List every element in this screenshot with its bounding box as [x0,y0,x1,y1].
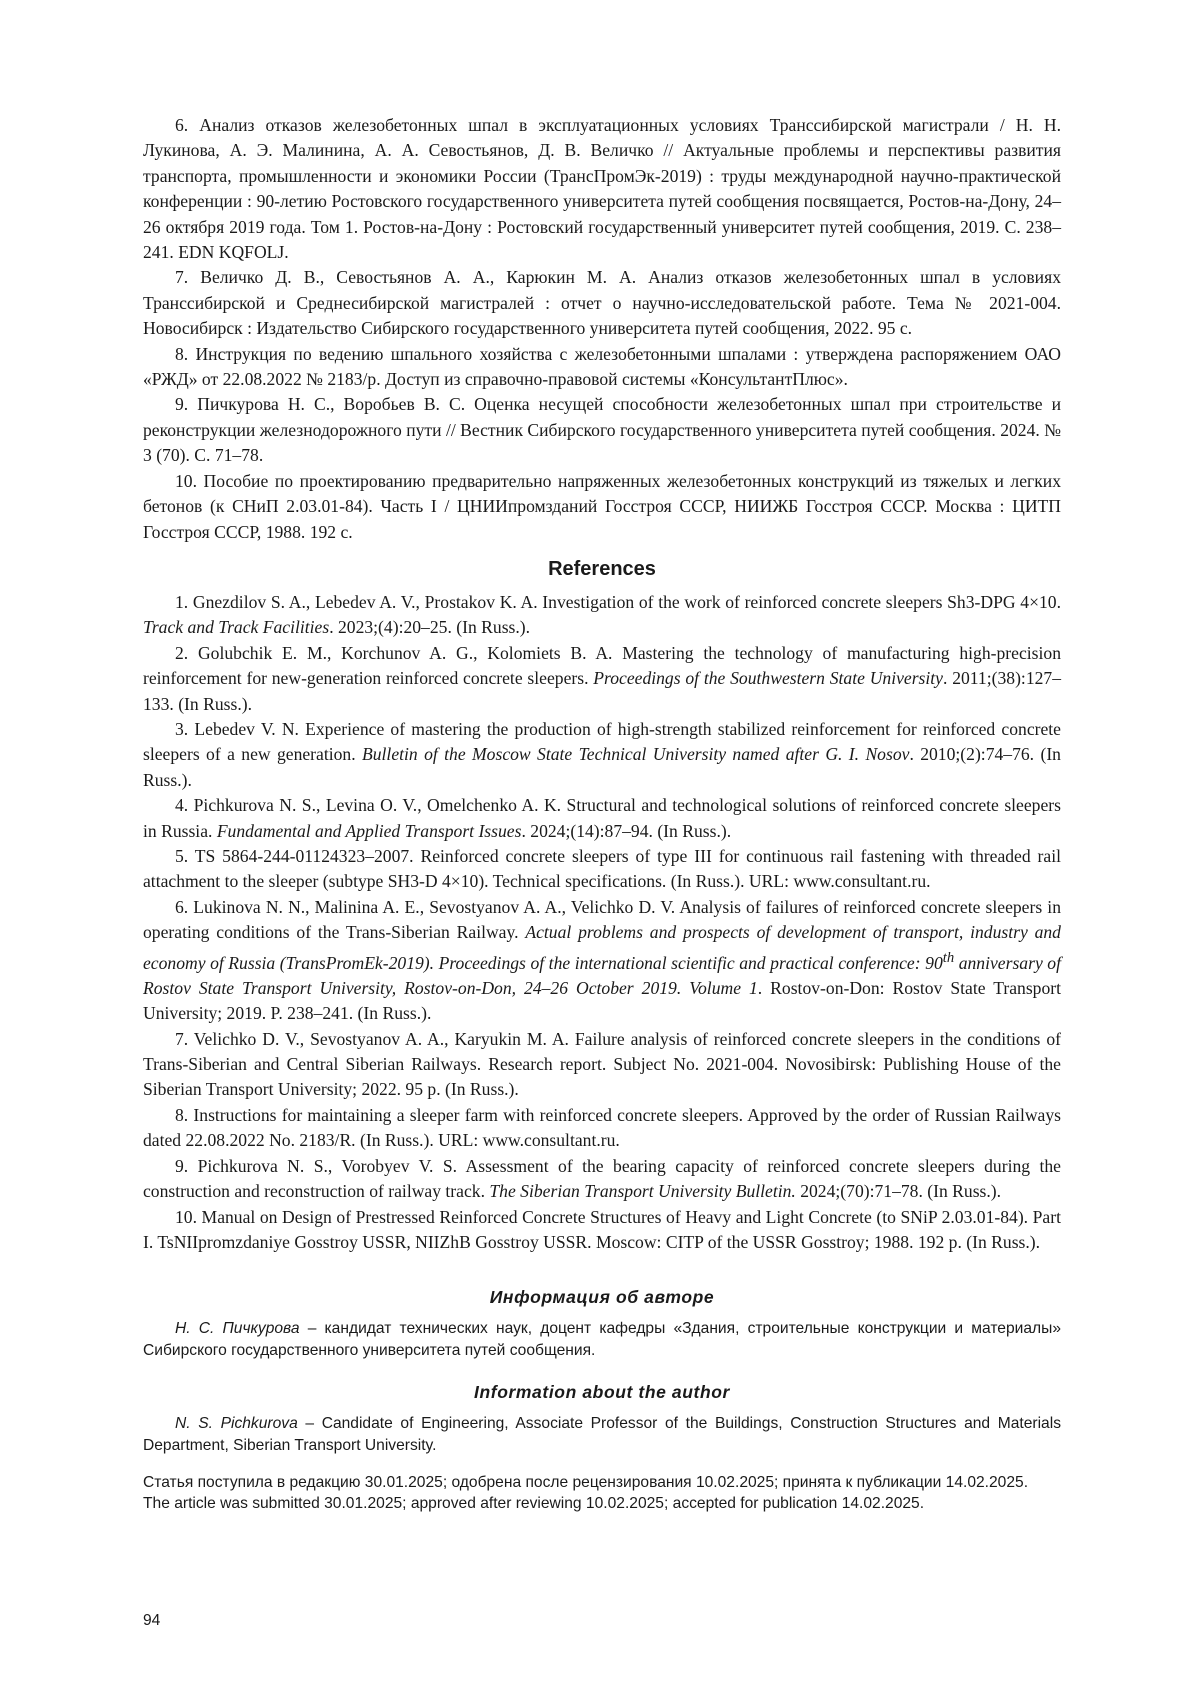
russian-reference-list [143,113,1061,545]
page-content [143,113,1061,1514]
english-reference-list [143,590,1061,1255]
en-reference-3: 3. Lebedev V. N. Experience of mastering the production of high-strength stabilized reinforcement for reinforced concrete sleepers of a new generation. Bulletin of the Moscow State Technical University named after G. I. Nosov. 2010;(2):74–76. (In Russ.). [143,717,1061,793]
article-dates-ru: Статья поступила в редакцию 30.01.2025; одобрена после рецензирования 10.02.2025; принята к публикации 14.02.2025. [143,1472,1061,1493]
en-reference-5: 5. TS 5864-244-01124323–2007. Reinforced concrete sleepers of type III for continuous rail fastening with threaded rail attachment to the sleeper (subtype SH3-D 4×10). Technical specifications. (In Russ.). URL: www.consultant.ru. [143,844,1061,895]
en-reference-4: 4. Pichkurova N. S., Levina O. V., Omelchenko A. K. Structural and technological solutions of reinforced concrete sleepers in Russia. Fundamental and Applied Transport Issues. 2024;(14):87–94. (In Russ.). [143,793,1061,844]
article-dates-en: The article was submitted 30.01.2025; approved after reviewing 10.02.2025; accepted for publication 14.02.2025. [143,1493,1061,1514]
ru-reference-8: 8. Инструкция по ведению шпального хозяйства с железобетонными шпалами : утверждена распоряжением ОАО «РЖД» от 22.08.2022 № 2183/р. Доступ из справочно-правовой системы «КонсультантПлюс». [143,342,1061,393]
author-name-en: N. S. Pichkurova [175,1415,298,1432]
ru-reference-6: 6. Анализ отказов железобетонных шпал в эксплуатационных условиях Транссибирской магистрали / Н. Н. Лукинова, А. Э. Малинина, А. А. Севостьянов, Д. В. Величко // Актуальные проблемы и перспективы развития транспорта, промышленности и экономики России (ТрансПромЭк-2019) : труды международной научно-практической конференции : 90-летию Ростовского государственного университета путей сообщения посвящается, Ростов-на-Дону, 24–26 октября 2019 года. Том 1. Ростов-на-Дону : Ростовский государственный университет путей сообщения, 2019. С. 238–241. EDN KQFOLJ. [143,113,1061,265]
author-name-ru: Н. С. Пичкурова [175,1320,300,1337]
article-dates [143,1472,1061,1514]
en-reference-10: 10. Manual on Design of Prestressed Reinforced Concrete Structures of Heavy and Light Concrete (to SNiP 2.03.01-84). Part I. TsNIIpromzdaniye Gosstroy USSR, NIIZhB Gosstroy USSR. Moscow: CITP of the USSR Gosstroy; 1988. 192 p. (In Russ.). [143,1205,1061,1256]
page-number: 94 [143,1612,160,1630]
author-info-heading-en: Information about the author [143,1380,1061,1404]
ru-reference-9: 9. Пичкурова Н. С., Воробьев В. С. Оценка несущей способности железобетонных шпал при строительстве и реконструкции железнодорожного пути // Вестник Сибирского государственного университета путей сообщения. 2024. № 3 (70). С. 71–78. [143,392,1061,468]
author-info-heading-ru: Информация об авторе [143,1285,1061,1309]
ru-reference-10: 10. Пособие по проектированию предварительно напряженных железобетонных конструкций из тяжелых и легких бетонов (к СНиП 2.03.01-84). Часть I / ЦНИИпромзданий Госстроя СССР, НИИЖБ Госстроя СССР. Москва : ЦИТП Госстроя СССР, 1988. 192 с. [143,469,1061,545]
en-reference-8: 8. Instructions for maintaining a sleeper farm with reinforced concrete sleepers. Approved by the order of Russian Railways dated 22.08.2022 No. 2183/R. (In Russ.). URL: www.consultant.ru. [143,1103,1061,1154]
author-info-ru: Н. С. Пичкурова – кандидат технических наук, доцент кафедры «Здания, строительные конструкции и материалы» Сибирского государственного университета путей сообщения. [143,1318,1061,1362]
ru-reference-7: 7. Величко Д. В., Севостьянов А. А., Карюкин М. А. Анализ отказов железобетонных шпал в условиях Транссибирской и Среднесибирской магистралей : отчет о научно-исследовательской работе. Тема № 2021-004. Новосибирск : Издательство Сибирского государственного университета путей сообщения, 2022. 95 с. [143,265,1061,341]
en-reference-7: 7. Velichko D. V., Sevostyanov A. A., Karyukin M. A. Failure analysis of reinforced concrete sleepers in the conditions of Trans-Siberian and Central Siberian Railways. Research report. Subject No. 2021-004. Novosibirsk: Publishing House of the Siberian Transport University; 2022. 95 p. (In Russ.). [143,1027,1061,1103]
en-reference-6: 6. Lukinova N. N., Malinina A. E., Sevostyanov A. A., Velichko D. V. Analysis of failures of reinforced concrete sleepers in operating conditions of the Trans-Siberian Railway. Actual problems and prospects of development of transport, industry and economy of Russia (TransPromEk-2019). Proceedings of the international scientific and practical conference: 90th anniversary of Rostov State Transport University, Rostov-on-Don, 24–26 October 2019. Volume 1. Rostov-on-Don: Rostov State Transport University; 2019. P. 238–241. (In Russ.). [143,895,1061,1027]
en-reference-2: 2. Golubchik E. M., Korchunov A. G., Kolomiets B. A. Mastering the technology of manufacturing high-precision reinforcement for new-generation reinforced concrete sleepers. Proceedings of the Southwestern State University. 2011;(38):127–133. (In Russ.). [143,641,1061,717]
en-reference-1: 1. Gnezdilov S. A., Lebedev A. V., Prostakov K. A. Investigation of the work of reinforced concrete sleepers Sh3-DPG 4×10. Track and Track Facilities. 2023;(4):20–25. (In Russ.). [143,590,1061,641]
references-heading: References [143,556,1061,582]
author-info-en: N. S. Pichkurova – Candidate of Engineering, Associate Professor of the Buildings, Construction Structures and Materials Department, Siberian Transport University. [143,1413,1061,1457]
en-reference-9: 9. Pichkurova N. S., Vorobyev V. S. Assessment of the bearing capacity of reinforced concrete sleepers during the construction and reconstruction of railway track. The Siberian Transport University Bulletin. 2024;(70):71–78. (In Russ.). [143,1154,1061,1205]
